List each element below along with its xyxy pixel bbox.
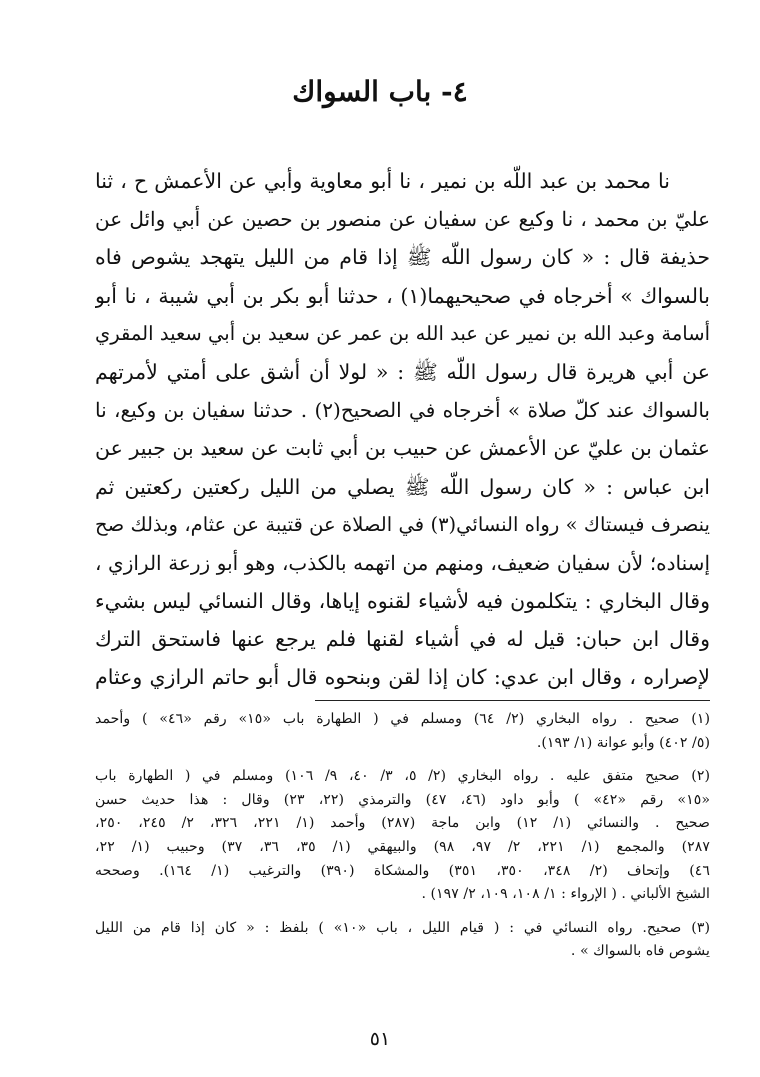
footnote-line: (٢) صحيح متفق عليه . رواه البخاري (٢/ ٥، ٣/ ٤٠، ٩/ ١٠٦) ومسلم في ( الطهارة باب	[95, 768, 710, 785]
footnote-line: صحيح . والنسائي (١/ ١٢) وابن ماجة (٢٨٧) وأحمد (١/ ٢٢١، ٣٢٦، ٢/ ٢٤٥، ٢٥٠،	[95, 815, 710, 832]
footnote-line: ٤٦) وإتحاف (٢/ ٣٤٨، ٣٥٠، ٣٥١) والمشكاة (٣٩٠) والترغيب (١/ ١٦٤). وصححه	[95, 862, 710, 879]
footnote-line: يشوص فاه بالسواك » .	[570, 943, 710, 960]
footnote-line: الشيخ الألباني . ( الإرواء : ١/ ١٠٨، ١٠٩، ٢/ ١٩٧) .	[421, 886, 710, 903]
text-line: وقال ابن حبان: قيل له في أشياء لقنها فلم يرجع عنها فاستحق الترك	[95, 627, 710, 652]
footnote-divider	[315, 700, 710, 701]
text-line: وقال البخاري : يتكلمون فيه لأشياء لقنوه إياها، وقال النسائي ليس بشيء	[95, 589, 710, 614]
text-line: بالسواك عند كلّ صلاة » أخرجاه في الصحيح(٢) . حدثنا سفيان بن وكيع، نا	[95, 398, 710, 423]
text-line: حذيفة قال : « كان رسول اللّه ﷺ إذا قام من الليل يتهجد يشوص فاه	[95, 245, 710, 270]
text-line: ينصرف فيستاك » رواه النسائي(٣) في الصلاة عن قتيبة عن عثام، وبذلك صح	[95, 512, 710, 536]
footnote-2	[95, 765, 710, 907]
footnote-line: (١) صحيح . رواه البخاري (٢/ ٦٤) ومسلم في ( الطهارة باب «١٥» رقم «٤٦» ) وأحمد	[95, 711, 710, 727]
text-line: عثمان بن عليّ عن الأعمش عن حبيب بن أبي ثابت عن سعيد بن جبير عن	[95, 436, 710, 461]
text-line: عن أبي هريرة قال رسول اللّه ﷺ : « لولا أن أشق على أمتي لأمرتهم	[95, 359, 710, 384]
text-line: نا محمد بن عبد اللّه بن نمير ، نا أبو معاوية وأبي عن الأعمش ح ، ثنا	[95, 169, 670, 193]
text-line: بالسواك » أخرجاه في صحيحيهما(١) ، حدثنا أبو بكر بن أبي شيبة ، نا أبو	[95, 283, 710, 308]
text-line: عليّ بن محمد ، نا وكيع عن سفيان عن منصور بن حصين عن أبي وائل عن	[95, 207, 710, 232]
footnote-line: «١٥» رقم «٤٢» ) وأبو داود (٤٦، ٤٧) والترمذي (٢٢، ٢٣) وقال : هذا حديث حسن	[95, 791, 710, 808]
main-text	[95, 162, 710, 697]
text-line: أسامة وعبد الله بن نمير عن عبد الله بن عمر عن سعيد بن أبي سعيد المقري	[95, 321, 710, 345]
chapter-title: ٤- باب السواك	[292, 75, 468, 108]
footnote-line: ٢٨٧) والمجمع (١/ ٢٢١، ٢/ ٩٧، ٩٨) والبيهقي (١/ ٣٥، ٣٦، ٣٧) وحبيب (١/ ٢٢،	[95, 838, 710, 855]
footnote-1	[95, 708, 710, 755]
footnotes	[95, 708, 710, 974]
page-number: ٥١	[369, 1028, 391, 1050]
text-line: ابن عباس : « كان رسول اللّه ﷺ يصلي من الليل ركعتين ركعتين ثم	[95, 474, 710, 499]
footnote-line: (٥/ ٤٠٢) وأبو عوانة (١/ ١٩٣).	[536, 734, 710, 751]
footnote-line: (٣) صحيح. رواه النسائي في : ( قيام الليل ، باب «١٠» ) بلفظ : « كان إذا قام من الليل	[95, 919, 710, 936]
text-line: لإصراره ، وقال ابن عدي: كان إذا لقن وبنحوه قال أبو حاتم الرازي وعثام	[95, 665, 710, 690]
text-line: إسناده؛ لأن سفيان ضعيف، ومنهم من اتهمه بالكذب، وهو أبو زرعة الرازي ،	[95, 550, 710, 575]
footnote-3	[95, 917, 710, 964]
